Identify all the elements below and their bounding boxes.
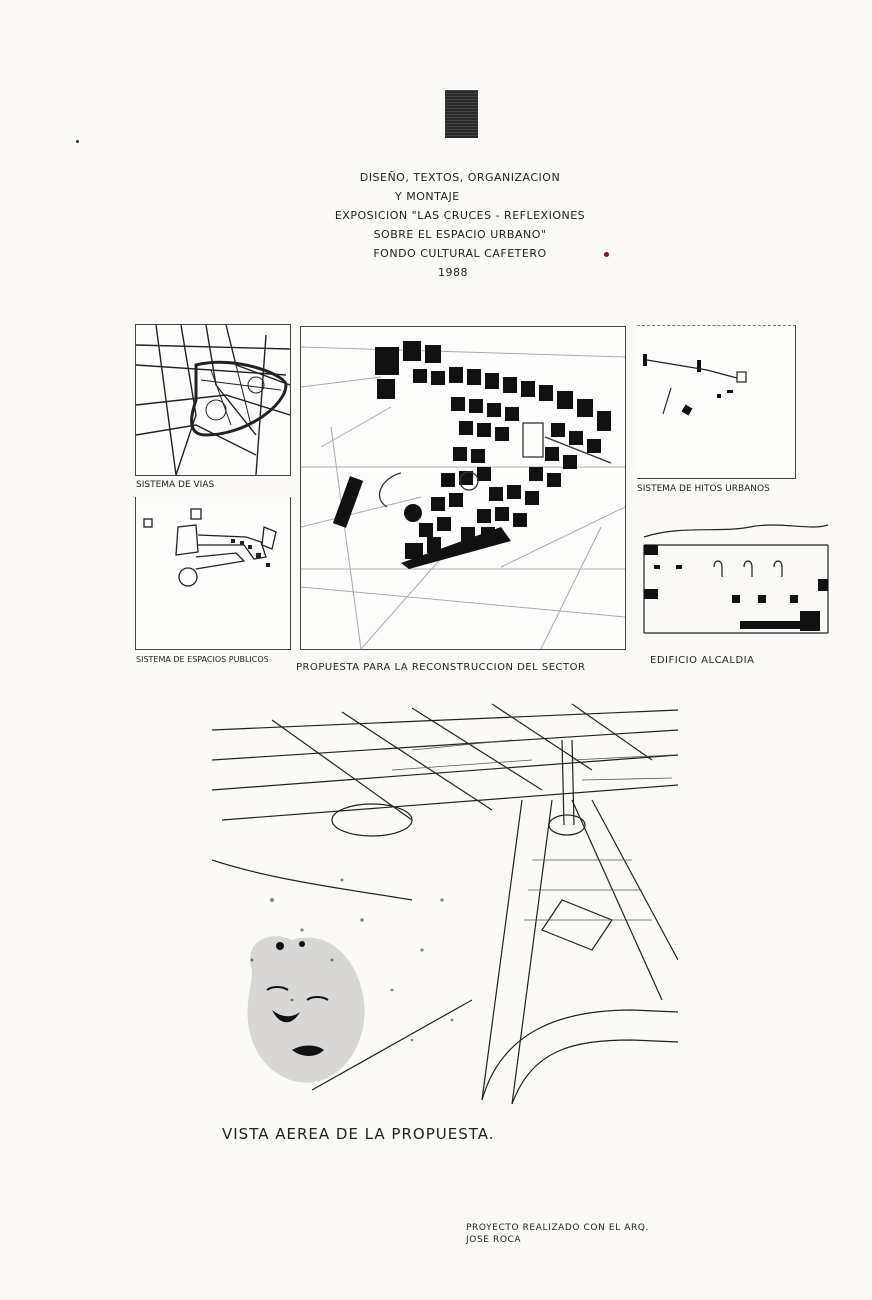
caption-vista-aerea: VISTA AEREA DE LA PROPUESTA. bbox=[222, 1125, 495, 1143]
map-propuesta-reconstruccion bbox=[300, 326, 626, 650]
town-hall-elevation bbox=[640, 515, 832, 660]
footer-credits bbox=[466, 1222, 649, 1246]
street-network-drawing bbox=[136, 325, 290, 475]
caption-sistema-de-vias: SISTEMA DE VIAS bbox=[136, 480, 215, 490]
credits-line: EXPOSICION "LAS CRUCES - REFLEXIONES bbox=[334, 209, 586, 222]
credits-line: SOBRE EL ESPACIO URBANO" bbox=[373, 228, 547, 241]
credits-line: Y MONTAJE bbox=[395, 190, 460, 203]
speck-mark bbox=[76, 140, 79, 143]
public-spaces-drawing bbox=[136, 497, 290, 649]
map-sistema-de-vias bbox=[135, 324, 291, 476]
aerial-perspective-illustration bbox=[212, 700, 678, 1104]
caption-sistema-de-espacios-publicos: SISTEMA DE ESPACIOS PUBLICOS bbox=[136, 655, 269, 664]
caption-sistema-de-hitos-urbanos: SISTEMA DE HITOS URBANOS bbox=[637, 484, 770, 494]
footer-line: PROYECTO REALIZADO CON EL ARQ. bbox=[466, 1223, 650, 1233]
credits-line: FONDO CULTURAL CAFETERO bbox=[373, 247, 547, 260]
credits-line: DISEÑO, TEXTOS, ORGANIZACION bbox=[359, 171, 561, 184]
caption-propuesta-reconstruccion: PROPUESTA PARA LA RECONSTRUCCION DEL SECTOR bbox=[296, 662, 586, 673]
aerial-view-drawing bbox=[212, 700, 678, 1104]
footer-line: JOSE ROCA bbox=[466, 1235, 522, 1245]
logo-mark bbox=[445, 90, 478, 138]
reconstruction-plan-drawing bbox=[301, 327, 625, 649]
map-sistema-de-espacios-publicos bbox=[135, 497, 291, 650]
caption-edificio-alcaldia: EDIFICIO ALCALDIA bbox=[650, 655, 755, 666]
drawing-edificio-alcaldia bbox=[640, 515, 832, 660]
credits-line: 1988 bbox=[438, 266, 468, 279]
urban-landmarks-drawing bbox=[637, 326, 795, 478]
map-sistema-de-hitos-urbanos bbox=[637, 325, 796, 479]
credits-block bbox=[300, 168, 620, 282]
